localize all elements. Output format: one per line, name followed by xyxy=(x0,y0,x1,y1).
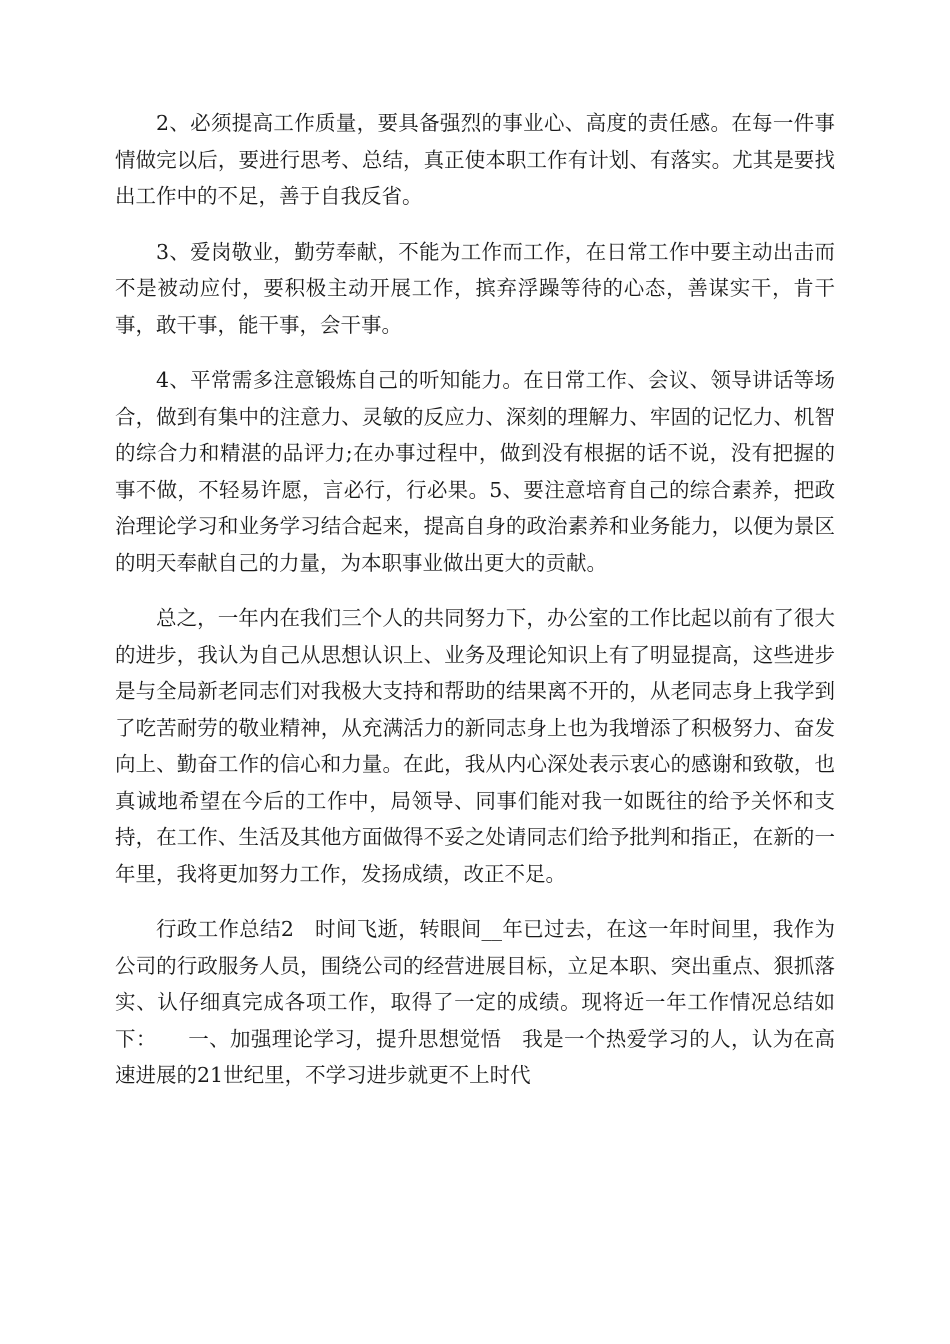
paragraph-requirement-4-5: 4、平常需多注意锻炼自己的听知能力。在日常工作、会议、领导讲话等场合，做到有集中的注意力、灵敏的反应力、深刻的理解力、牢固的记忆力、机智的综合力和精湛的品评力;在办事过程中，做到没有根据的话不说，没有把握的事不做，不轻易许愿，言必行，行必果。5、要注意培育自己的综合素养，把政治理论学习和业务学习结合起来，提高自身的政治素养和业务能力，以便为景区的明天奉献自己的力量，为本职事业做出更大的贡献。 xyxy=(115,368,835,575)
document-page xyxy=(115,105,835,1113)
paragraph-summary-2: 行政工作总结2 时间飞逝，转眼间__年已过去，在这一年时间里，我作为公司的行政服务人员，围绕公司的经营进展目标，立足本职、突出重点、狠抓落实、认仔细真完成各项工作，取得了一定的成绩。现将近一年工作情况总结如下： 一、加强理论学习，提升思想觉悟 我是一个热爱学习的人，认为在高速进展的21世纪里，不学习进步就更不上时代 xyxy=(115,917,835,1087)
paragraph-requirement-3: 3、爱岗敬业，勤劳奉献，不能为工作而工作，在日常工作中要主动出击而不是被动应付，要积极主动开展工作，摈弃浮躁等待的心态，善谋实干，肯干事，敢干事，能干事，会干事。 xyxy=(115,239,835,337)
paragraph-conclusion: 总之，一年内在我们三个人的共同努力下，办公室的工作比起以前有了很大的进步，我认为自己从思想认识上、业务及理论知识上有了明显提高，这些进步是与全局新老同志们对我极大支持和帮助的结果离不开的，从老同志身上我学到了吃苦耐劳的敬业精神，从充满活力的新同志身上也为我增添了积极努力、奋发向上、勤奋工作的信心和力量。在此，我从内心深处表示衷心的感谢和致敬，也真诚地希望在今后的工作中，局领导、同事们能对我一如既往的给予关怀和支持，在工作、生活及其他方面做得不妥之处请同志们给予批判和指正，在新的一年里，我将更加努力工作，发扬成绩，改正不足。 xyxy=(115,606,835,886)
paragraph-requirement-2: 2、必须提高工作质量，要具备强烈的事业心、高度的责任感。在每一件事情做完以后，要进行思考、总结，真正使本职工作有计划、有落实。尤其是要找出工作中的不足，善于自我反省。 xyxy=(115,111,835,208)
